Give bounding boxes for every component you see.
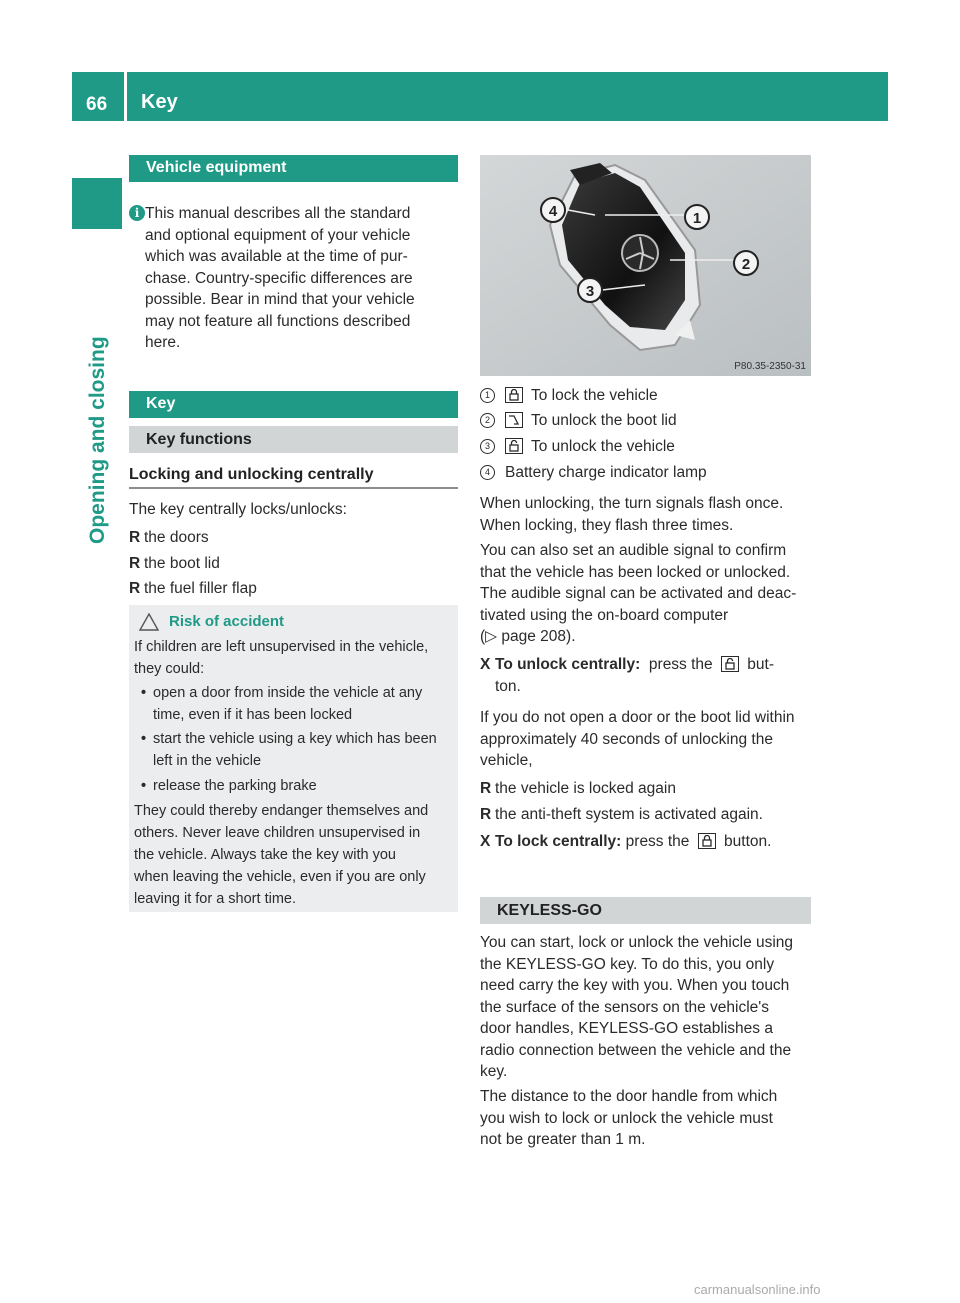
header-divider — [124, 72, 127, 121]
vehicle-equipment-text: This manual describes all the standard and optional equipment of your vehicle which was available at the time of pur- chase. Country-specific differences are possible. Bear in mind that your vehicle may not feature all functions described here. — [145, 205, 415, 351]
boot-lid-icon — [505, 412, 523, 428]
warning-text: They could thereby endanger themselves and — [134, 803, 429, 819]
svg-text:3: 3 — [585, 283, 595, 300]
lock-icon — [698, 833, 716, 849]
figure-code: P80.35-2350-31 — [734, 361, 806, 372]
warning-bullet: • — [141, 685, 147, 701]
keyless-go-heading: KEYLESS-GO — [480, 897, 811, 924]
watermark: carmanualsonline.info — [694, 1282, 821, 1297]
warning-bullet-text: left in the vehicle — [153, 753, 262, 769]
key-photo — [480, 155, 811, 376]
legend-item: 1 To lock the vehicle — [480, 385, 658, 407]
warning-text: the vehicle. Always take the key with you — [134, 847, 396, 863]
warning-text: they could: — [134, 661, 205, 677]
key-section-heading: Key — [129, 391, 458, 418]
warning-bullet: • — [141, 778, 147, 794]
keyless-go-distance-text: The distance to the door handle from which you wish to lock or unlock the vehicle must not be greater than 1 m. — [480, 1088, 778, 1148]
subheading-rule — [129, 487, 458, 489]
svg-text:2: 2 — [741, 256, 751, 273]
side-tab-marker — [72, 178, 122, 229]
info-icon: i — [129, 205, 145, 221]
unlock-icon — [721, 656, 739, 672]
svg-text:1: 1 — [692, 210, 702, 227]
key-functions-heading: Key functions — [129, 426, 458, 453]
legend-item: 3 To unlock the vehicle — [480, 436, 675, 458]
locking-intro: The key centrally locks/unlocks: — [129, 501, 347, 518]
unlock-icon — [505, 438, 523, 454]
chapter-label: Opening and closing — [86, 336, 109, 544]
warning-text: others. Never leave children unsupervised in — [134, 825, 421, 841]
auto-relock-text: If you do not open a door or the boot lid within approximately 40 seconds of unlocking the vehicle, — [480, 709, 795, 769]
warning-text: If children are left unsupervised in the vehicle, — [134, 639, 429, 655]
flash-text: When unlocking, the turn signals flash once. When locking, they flash three times. — [480, 495, 784, 534]
warning-bullet-text: open a door from inside the vehicle at any — [153, 685, 423, 701]
warning-box — [129, 605, 458, 912]
warning-title: Risk of accident — [169, 613, 285, 630]
svg-text:4: 4 — [548, 203, 558, 220]
audible-signal-text: You can also set an audible signal to confirm that the vehicle has been locked or unlocked. The audible signal can be activated and deac- tivated using the on-board computer (▷ page 208). — [480, 542, 797, 645]
warning-triangle-icon — [139, 613, 159, 631]
callout-1 — [685, 205, 709, 229]
callout-3 — [578, 278, 602, 302]
warning-bullet-text: start the vehicle using a key which has been — [153, 731, 437, 747]
page-title: Key — [141, 91, 178, 113]
page-header-bar — [72, 72, 888, 121]
warning-bullet-text: time, even if it has been locked — [153, 707, 353, 723]
warning-bullet-text: release the parking brake — [153, 778, 317, 794]
key-illustration — [480, 155, 811, 376]
locking-subheading: Locking and unlocking centrally — [129, 466, 374, 483]
vehicle-equipment-heading: Vehicle equipment — [129, 155, 458, 182]
warning-bullet: • — [141, 731, 147, 747]
lock-icon — [505, 387, 523, 403]
page-number: 66 — [86, 94, 108, 115]
callout-2 — [734, 251, 758, 275]
legend-item: 4 Battery charge indicator lamp — [480, 462, 707, 484]
warning-text: when leaving the vehicle, even if you are only — [134, 869, 426, 885]
callout-4 — [541, 198, 565, 222]
legend-item: 2 To unlock the boot lid — [480, 410, 677, 432]
warning-text: leaving it for a short time. — [134, 891, 296, 907]
keyless-go-text: You can start, lock or unlock the vehicle using the KEYLESS-GO key. To do this, you only need carry the key with you. When you touch the surface of the sensors on the vehicle's door handles, KEYLESS-GO establishes a radio connection between the vehicle and the key. — [480, 934, 794, 1080]
